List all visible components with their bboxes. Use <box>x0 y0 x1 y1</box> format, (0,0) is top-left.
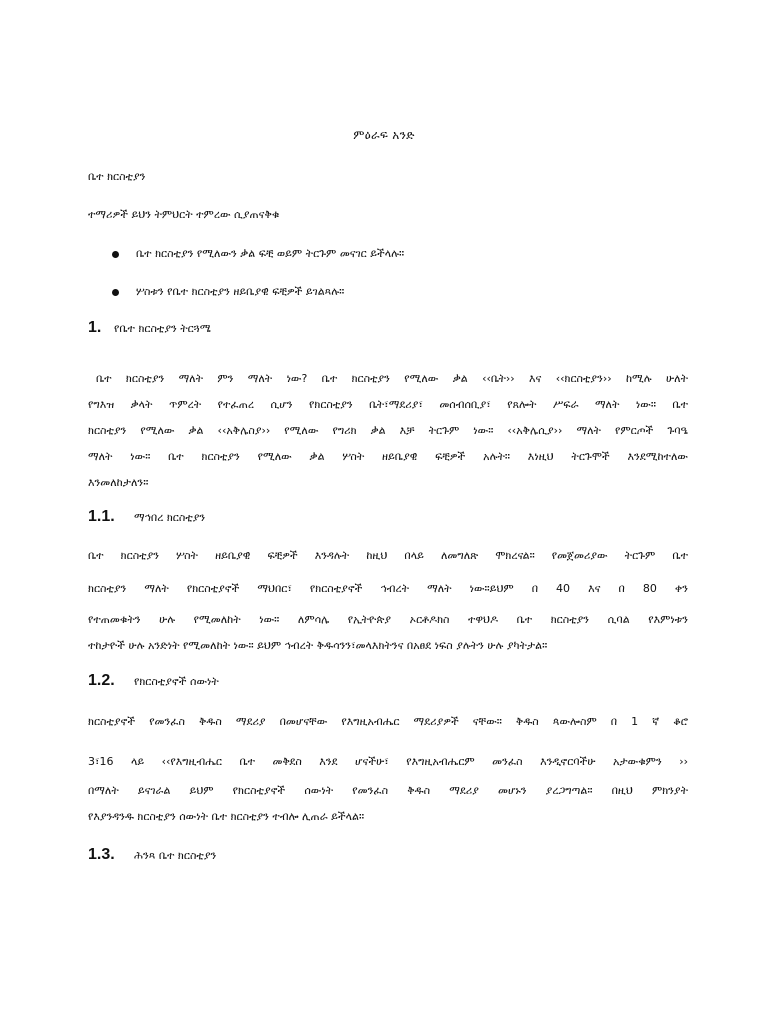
section-number: 1.2. <box>88 672 115 689</box>
paragraph-line: የእያንዳንዱ ክርስቲያን ሰውነት ቤተ ክርስቲያን ተብሎ ሊጠራ ይችላል። <box>88 810 365 823</box>
section-title: ማኅበረ ክርስቲያን <box>134 511 206 524</box>
objective-item <box>88 247 688 267</box>
objective-item <box>88 285 688 305</box>
section-number: 1.3. <box>88 846 115 863</box>
paragraph-line: 3፣16 ላይ ‹‹የእግዚብሔር ቤተ መቅደስ እንደ ሆናችሁ፣ የእግዚአብሔርም መንፈስ እንዲኖርባችሁ አታውቁምን ›› <box>88 755 688 768</box>
section-heading <box>88 508 688 532</box>
objective-text: ቤተ ክርስቲያን የሚለውን ቃል ፍቺ ወይም ትርጉም መናገር ይችላሉ። <box>136 247 405 260</box>
paragraph-line: የተጠመቁትን ሁሉ የሚመለከት ነው። ለምሳሌ የኢትዮጵያ ኦርቶዶክስ ተዋህዶ ቤተ ክርስቲያን ሲባል የእምነቱን <box>88 613 688 626</box>
paragraph-line: ቤተ ክርስቲያን ሦስት ዘይቤያዊ ፍቺዎች እንዳሉት ከዚህ በላይ ለመግለጽ ሞክረናል። የመጀመሪያው ትርጉም ቤተ <box>88 549 688 562</box>
bullet-icon <box>112 251 119 258</box>
section-heading <box>88 672 688 696</box>
paragraph-line: ቤተ ክርስቲያን ማለት ምን ማለት ነው? ቤተ ክርስቲያን የሚለው ቃል ‹‹ቤት›› እና ‹‹ክርስቲያን›› ከሚሉ ሁለት <box>96 372 688 385</box>
chapter-title: ምዕራፍ አንድ <box>353 128 415 142</box>
section-title: የቤተ ክርስቲያን ትርጓሜ <box>114 322 211 335</box>
bullet-icon <box>112 289 119 296</box>
paragraph-line: የግእዝ ቃላት ጥምረት የተፈጠረ ሲሆን የክርስቲያን ቤት፣ማደሪያ፣ መሰብሰቢያ፣ የጸሎት ሥፍራ ማለት ነው። ቤተ <box>88 398 688 411</box>
section-number: 1. <box>88 319 102 336</box>
section-number: 1.1. <box>88 508 115 525</box>
objective-text: ሦስቱን የቤተ ክርስቲያን ዘይቤያዊ ፍቺዎች ይገልጻሉ። <box>136 285 345 298</box>
section-title: ሕንጻ ቤተ ክርስቲያን <box>134 849 217 862</box>
paragraph-line: እንመለከታለን። <box>88 476 149 489</box>
paragraph-line: ክርስቲያኖች የመንፈስ ቅዱስ ማደሪያ በመሆናቸው የእግዚአብሔር ማደሪያዎች ናቸው። ቅዱስ ጳውሎስም በ 1 ኛ ቆሮ <box>88 715 688 728</box>
section-title: የክርስቲያኖች ሰውነት <box>134 675 219 688</box>
paragraph-line: ክርስቲያን ማለት የክርስቲያኖች ማህበር፣ የክርስቲያኖች ኅብረት ማለት ነው።ይህም በ 40 እና በ 80 ቀን <box>88 582 688 595</box>
paragraph-line: በማለት ይናገራል ይህም የክርስቲያኖች ሰውነት የመንፈስ ቅዱስ ማደሪያ መሆኑን ያረጋግጣል። በዚህ ምክንያት <box>88 784 688 797</box>
subject-label: ቤተ ክርስቲያን <box>88 170 146 183</box>
section-heading <box>88 846 688 870</box>
paragraph-line: ክርስቲያን የሚለው ቃል ‹‹አቅሌስያ›› የሚለው የግሪክ ቃል እቻ ትርጉም ነው። ‹‹አቅሌሲያ›› ማለት የምርጦች ጉባዔ <box>88 424 688 437</box>
objectives-intro: ተማሪዎች ይህን ትምህርት ተምረው ሲያጠናቅቁ <box>88 208 280 221</box>
paragraph-line: ማለት ነው። ቤተ ክርስቲያን የሚለው ቃል ሦስት ዘይቤያዊ ፍቺዎች አሉት። እነዚህ ትርጉሞች እንደሚከተለው <box>88 450 688 463</box>
paragraph-line: ተከታዮች ሁሉ አንድነት የሚመለከት ነው። ይህም ኅብረት ቅዱሳንን፣መላእክትንና በአፀደ ነፍስ ያሉትን ሁሉ ያካትታል። <box>88 639 548 652</box>
section-heading <box>88 319 688 343</box>
